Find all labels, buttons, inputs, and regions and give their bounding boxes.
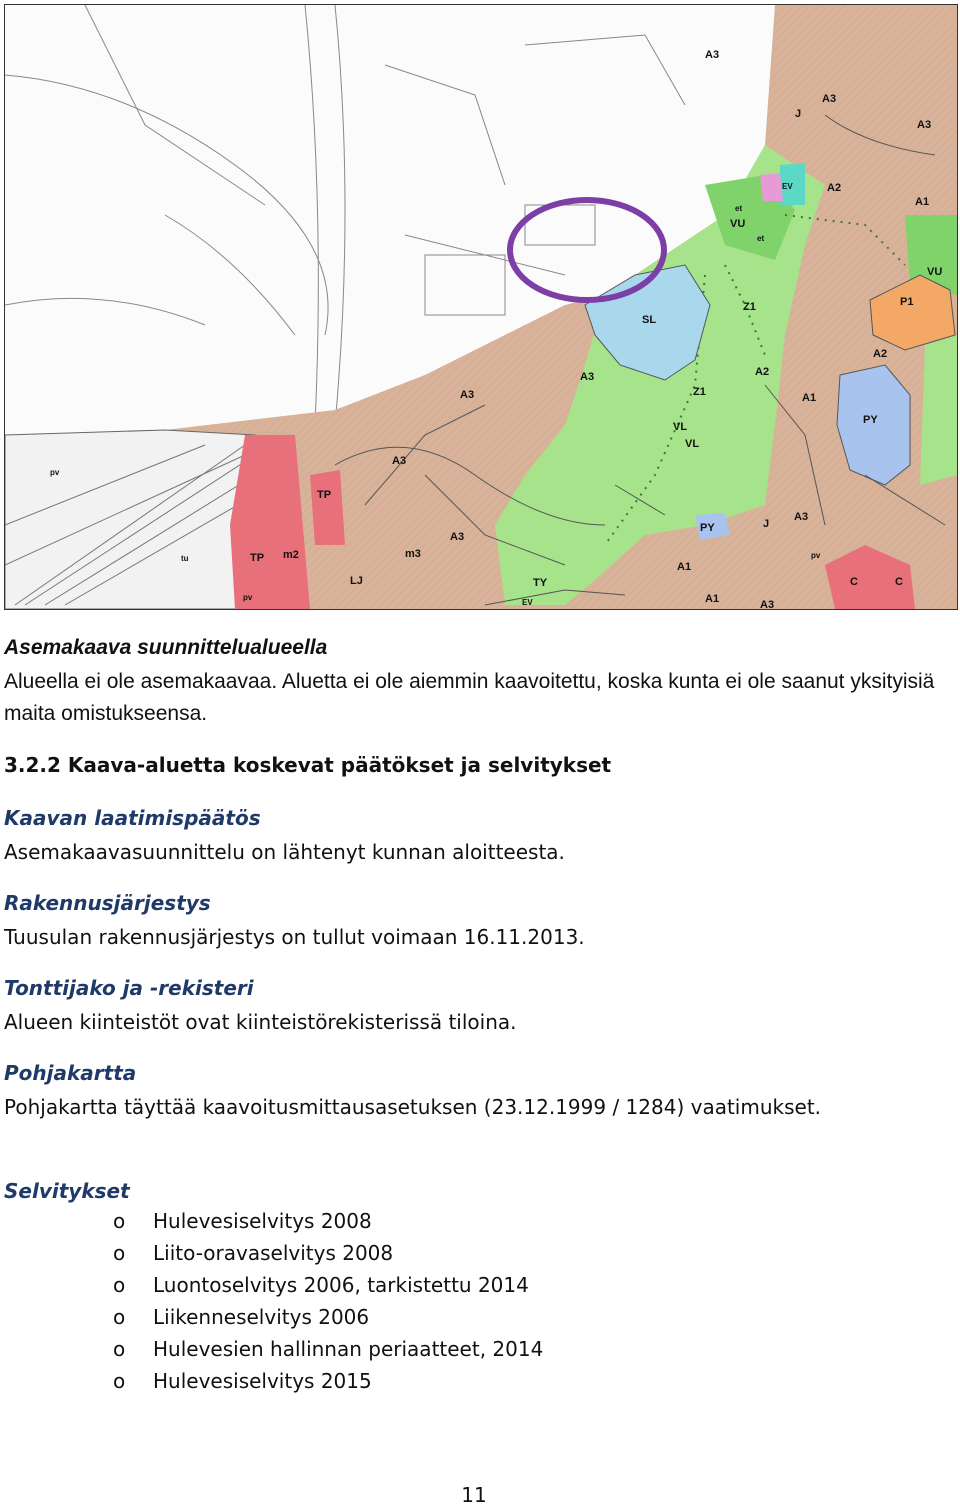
text-laatimispaatos: Asemakaavasuunnittelu on lähtenyt kunnan aloitteesta. [4, 840, 565, 864]
svg-text:TY: TY [533, 577, 548, 589]
bullet-o: o [113, 1305, 126, 1329]
bullet-o: o [113, 1241, 126, 1265]
text-pohjakartta: Pohjakartta täyttää kaavoitusmittausasetuksen (23.12.1999 / 1284) vaatimukset. [4, 1095, 822, 1119]
bullet-o: o [113, 1369, 126, 1393]
svg-text:m3: m3 [405, 548, 421, 560]
svg-text:A3: A3 [450, 531, 465, 543]
svg-text:P1: P1 [900, 296, 914, 308]
zone-vl-right [920, 335, 957, 485]
svg-text:TP: TP [250, 552, 265, 564]
zoning-map [4, 4, 958, 610]
list-item-text: Liikenneselvitys 2006 [153, 1305, 370, 1329]
svg-text:A3: A3 [705, 49, 720, 61]
svg-text:A3: A3 [460, 389, 475, 401]
list-item-text: Hulevesien hallinnan periaatteet, 2014 [153, 1337, 544, 1361]
svg-text:A1: A1 [915, 196, 930, 208]
heading-asemakaava: Asemakaava suunnittelualueella [4, 636, 328, 659]
svg-text:VU: VU [730, 218, 746, 230]
subheading-tonttijako: Tonttijako ja -rekisteri [4, 976, 254, 1000]
bullet-o: o [113, 1273, 126, 1297]
bullet-o: o [113, 1209, 126, 1233]
svg-text:A1: A1 [802, 392, 817, 404]
svg-text:A3: A3 [760, 599, 775, 609]
svg-text:et: et [735, 204, 743, 213]
svg-text:A3: A3 [822, 93, 837, 105]
svg-text:VL: VL [685, 438, 700, 450]
svg-text:VL: VL [673, 421, 688, 433]
svg-text:LJ: LJ [350, 575, 363, 587]
svg-text:pv: pv [811, 551, 821, 560]
svg-text:EV: EV [522, 598, 533, 607]
list-item-text: Luontoselvitys 2006, tarkistettu 2014 [153, 1273, 529, 1297]
svg-text:m2: m2 [283, 549, 299, 561]
paragraph-asemakaava: Alueella ei ole asemakaavaa. Aluetta ei ole aiemmin kaavoitettu, koska kunta ei ole saanut yksityisiä maita omistukseensa. [4, 670, 935, 725]
svg-text:A1: A1 [677, 561, 692, 573]
svg-text:A3: A3 [917, 119, 932, 131]
subheading-pohjakartta: Pohjakartta [4, 1061, 137, 1085]
section-title: 3.2.2 Kaava-aluetta koskevat päätökset ja selvitykset [4, 753, 612, 777]
svg-text:VU: VU [927, 266, 943, 278]
svg-text:A3: A3 [392, 455, 407, 467]
svg-text:tu: tu [181, 554, 189, 563]
svg-text:Z1: Z1 [743, 301, 756, 313]
svg-text:pv: pv [243, 593, 253, 602]
svg-text:pv: pv [50, 468, 60, 477]
svg-text:EV: EV [782, 182, 793, 191]
text-tonttijako: Alueen kiinteistöt ovat kiinteistörekisterissä tiloina. [4, 1010, 517, 1034]
svg-text:PY: PY [700, 522, 715, 534]
zone-et-pink [760, 173, 783, 201]
svg-text:SL: SL [642, 314, 657, 326]
svg-text:C: C [850, 576, 858, 588]
bullet-o: o [113, 1337, 126, 1361]
svg-text:A2: A2 [827, 182, 842, 194]
svg-text:J: J [795, 108, 802, 120]
planning-area-highlight [510, 200, 664, 300]
subheading-selvitykset: Selvitykset [4, 1179, 130, 1203]
subheading-laatimispaatos: Kaavan laatimispäätös [4, 806, 261, 830]
svg-text:A3: A3 [794, 511, 809, 523]
list-item-text: Liito-oravaselvitys 2008 [153, 1241, 394, 1265]
list-item-text: Hulevesiselvitys 2008 [153, 1209, 372, 1233]
subheading-rakennusjarjestys: Rakennusjärjestys [4, 891, 211, 915]
svg-text:PY: PY [863, 414, 878, 426]
svg-text:Z1: Z1 [693, 386, 706, 398]
zone-tp-2 [310, 470, 345, 545]
svg-text:et: et [757, 234, 765, 243]
svg-text:A2: A2 [873, 348, 888, 360]
text-rakennusjarjestys: Tuusulan rakennusjärjestys on tullut voimaan 16.11.2013. [4, 925, 585, 949]
page-number: 11 [461, 1483, 487, 1507]
svg-text:A2: A2 [755, 366, 770, 378]
svg-text:A3: A3 [580, 371, 595, 383]
list-item-text: Hulevesiselvitys 2015 [153, 1369, 372, 1393]
svg-text:TP: TP [317, 489, 332, 501]
svg-text:A1: A1 [705, 593, 720, 605]
svg-text:J: J [763, 518, 770, 530]
railway-area [5, 430, 265, 609]
svg-text:C: C [895, 576, 903, 588]
